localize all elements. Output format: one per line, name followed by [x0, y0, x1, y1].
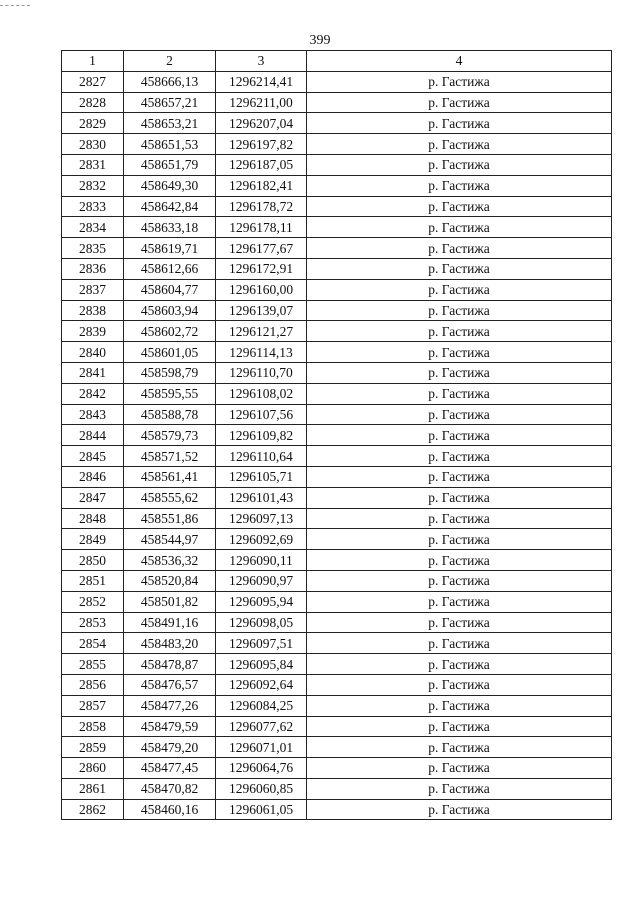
point-number-cell: 2850 [62, 550, 124, 571]
y-coordinate-cell: 1296105,71 [216, 466, 307, 487]
feature-name-cell: р. Гастижа [307, 758, 612, 779]
table-row [62, 321, 612, 342]
y-coordinate-cell: 1296160,00 [216, 279, 307, 300]
feature-name-cell: р. Гастижа [307, 633, 612, 654]
point-number-cell: 2840 [62, 342, 124, 363]
x-coordinate-cell: 458579,73 [124, 425, 216, 446]
y-coordinate-cell: 1296098,05 [216, 612, 307, 633]
x-coordinate-cell: 458571,52 [124, 446, 216, 467]
point-number-cell: 2843 [62, 404, 124, 425]
table-row [62, 674, 612, 695]
point-number-cell: 2834 [62, 217, 124, 238]
y-coordinate-cell: 1296090,11 [216, 550, 307, 571]
table-row [62, 716, 612, 737]
table-body [62, 71, 612, 820]
table-row [62, 466, 612, 487]
x-coordinate-cell: 458666,13 [124, 71, 216, 92]
y-coordinate-cell: 1296095,94 [216, 591, 307, 612]
point-number-cell: 2839 [62, 321, 124, 342]
point-number-cell: 2861 [62, 778, 124, 799]
point-number-cell: 2853 [62, 612, 124, 633]
y-coordinate-cell: 1296101,43 [216, 487, 307, 508]
table-row [62, 258, 612, 279]
scan-edge-mark [0, 0, 30, 6]
point-number-cell: 2837 [62, 279, 124, 300]
feature-name-cell: р. Гастижа [307, 217, 612, 238]
y-coordinate-cell: 1296214,41 [216, 71, 307, 92]
y-coordinate-cell: 1296178,11 [216, 217, 307, 238]
point-number-cell: 2845 [62, 446, 124, 467]
y-coordinate-cell: 1296097,51 [216, 633, 307, 654]
point-number-cell: 2833 [62, 196, 124, 217]
table-row [62, 446, 612, 467]
x-coordinate-cell: 458478,87 [124, 654, 216, 675]
point-number-cell: 2827 [62, 71, 124, 92]
table-row [62, 425, 612, 446]
x-coordinate-cell: 458536,32 [124, 550, 216, 571]
x-coordinate-cell: 458651,79 [124, 154, 216, 175]
feature-name-cell: р. Гастижа [307, 570, 612, 591]
feature-name-cell: р. Гастижа [307, 591, 612, 612]
table-row [62, 154, 612, 175]
y-coordinate-cell: 1296197,82 [216, 134, 307, 155]
table-row [62, 113, 612, 134]
table-header-row [62, 51, 612, 72]
table-row [62, 695, 612, 716]
x-coordinate-cell: 458633,18 [124, 217, 216, 238]
x-coordinate-cell: 458604,77 [124, 279, 216, 300]
y-coordinate-cell: 1296182,41 [216, 175, 307, 196]
x-coordinate-cell: 458479,20 [124, 737, 216, 758]
x-coordinate-cell: 458501,82 [124, 591, 216, 612]
feature-name-cell: р. Гастижа [307, 425, 612, 446]
y-coordinate-cell: 1296187,05 [216, 154, 307, 175]
feature-name-cell: р. Гастижа [307, 612, 612, 633]
x-coordinate-cell: 458476,57 [124, 674, 216, 695]
x-coordinate-cell: 458595,55 [124, 383, 216, 404]
x-coordinate-cell: 458619,71 [124, 238, 216, 259]
table-row [62, 196, 612, 217]
y-coordinate-cell: 1296177,67 [216, 238, 307, 259]
table-row [62, 799, 612, 820]
y-coordinate-cell: 1296108,02 [216, 383, 307, 404]
y-coordinate-cell: 1296207,04 [216, 113, 307, 134]
table-row [62, 508, 612, 529]
table-row [62, 778, 612, 799]
x-coordinate-cell: 458602,72 [124, 321, 216, 342]
point-number-cell: 2849 [62, 529, 124, 550]
y-coordinate-cell: 1296095,84 [216, 654, 307, 675]
x-coordinate-cell: 458612,66 [124, 258, 216, 279]
y-coordinate-cell: 1296139,07 [216, 300, 307, 321]
table-row [62, 612, 612, 633]
y-coordinate-cell: 1296178,72 [216, 196, 307, 217]
feature-name-cell: р. Гастижа [307, 383, 612, 404]
table-row [62, 758, 612, 779]
feature-name-cell: р. Гастижа [307, 446, 612, 467]
x-coordinate-cell: 458520,84 [124, 570, 216, 591]
x-coordinate-cell: 458483,20 [124, 633, 216, 654]
table-row [62, 383, 612, 404]
x-coordinate-cell: 458603,94 [124, 300, 216, 321]
point-number-cell: 2848 [62, 508, 124, 529]
point-number-cell: 2852 [62, 591, 124, 612]
point-number-cell: 2844 [62, 425, 124, 446]
x-coordinate-cell: 458491,16 [124, 612, 216, 633]
table-row [62, 217, 612, 238]
feature-name-cell: р. Гастижа [307, 778, 612, 799]
feature-name-cell: р. Гастижа [307, 550, 612, 571]
table-row [62, 529, 612, 550]
feature-name-cell: р. Гастижа [307, 695, 612, 716]
y-coordinate-cell: 1296077,62 [216, 716, 307, 737]
y-coordinate-cell: 1296084,25 [216, 695, 307, 716]
point-number-cell: 2858 [62, 716, 124, 737]
coordinates-table [61, 50, 612, 820]
feature-name-cell: р. Гастижа [307, 404, 612, 425]
x-coordinate-cell: 458651,53 [124, 134, 216, 155]
x-coordinate-cell: 458477,45 [124, 758, 216, 779]
y-coordinate-cell: 1296110,70 [216, 362, 307, 383]
feature-name-cell: р. Гастижа [307, 258, 612, 279]
feature-name-cell: р. Гастижа [307, 508, 612, 529]
point-number-cell: 2829 [62, 113, 124, 134]
point-number-cell: 2828 [62, 92, 124, 113]
table-row [62, 300, 612, 321]
table-row [62, 591, 612, 612]
point-number-cell: 2835 [62, 238, 124, 259]
point-number-cell: 2846 [62, 466, 124, 487]
y-coordinate-cell: 1296110,64 [216, 446, 307, 467]
x-coordinate-cell: 458477,26 [124, 695, 216, 716]
y-coordinate-cell: 1296172,91 [216, 258, 307, 279]
point-number-cell: 2857 [62, 695, 124, 716]
feature-name-cell: р. Гастижа [307, 92, 612, 113]
feature-name-cell: р. Гастижа [307, 321, 612, 342]
feature-name-cell: р. Гастижа [307, 113, 612, 134]
y-coordinate-cell: 1296109,82 [216, 425, 307, 446]
x-coordinate-cell: 458479,59 [124, 716, 216, 737]
point-number-cell: 2841 [62, 362, 124, 383]
y-coordinate-cell: 1296114,13 [216, 342, 307, 363]
x-coordinate-cell: 458561,41 [124, 466, 216, 487]
column-header-1: 1 [62, 51, 124, 72]
feature-name-cell: р. Гастижа [307, 134, 612, 155]
point-number-cell: 2856 [62, 674, 124, 695]
y-coordinate-cell: 1296064,76 [216, 758, 307, 779]
column-header-3: 3 [216, 51, 307, 72]
table-row [62, 279, 612, 300]
feature-name-cell: р. Гастижа [307, 529, 612, 550]
feature-name-cell: р. Гастижа [307, 279, 612, 300]
column-header-2: 2 [124, 51, 216, 72]
point-number-cell: 2847 [62, 487, 124, 508]
table-row [62, 404, 612, 425]
feature-name-cell: р. Гастижа [307, 154, 612, 175]
y-coordinate-cell: 1296107,56 [216, 404, 307, 425]
table-row [62, 134, 612, 155]
table-row [62, 71, 612, 92]
column-header-4: 4 [307, 51, 612, 72]
feature-name-cell: р. Гастижа [307, 362, 612, 383]
table-row [62, 362, 612, 383]
table-row [62, 342, 612, 363]
feature-name-cell: р. Гастижа [307, 716, 612, 737]
x-coordinate-cell: 458598,79 [124, 362, 216, 383]
x-coordinate-cell: 458649,30 [124, 175, 216, 196]
x-coordinate-cell: 458470,82 [124, 778, 216, 799]
feature-name-cell: р. Гастижа [307, 175, 612, 196]
feature-name-cell: р. Гастижа [307, 238, 612, 259]
point-number-cell: 2830 [62, 134, 124, 155]
table-row [62, 633, 612, 654]
y-coordinate-cell: 1296061,05 [216, 799, 307, 820]
feature-name-cell: р. Гастижа [307, 196, 612, 217]
feature-name-cell: р. Гастижа [307, 737, 612, 758]
feature-name-cell: р. Гастижа [307, 466, 612, 487]
point-number-cell: 2838 [62, 300, 124, 321]
x-coordinate-cell: 458601,05 [124, 342, 216, 363]
point-number-cell: 2832 [62, 175, 124, 196]
point-number-cell: 2859 [62, 737, 124, 758]
x-coordinate-cell: 458460,16 [124, 799, 216, 820]
y-coordinate-cell: 1296092,64 [216, 674, 307, 695]
x-coordinate-cell: 458657,21 [124, 92, 216, 113]
table-row [62, 92, 612, 113]
feature-name-cell: р. Гастижа [307, 654, 612, 675]
feature-name-cell: р. Гастижа [307, 674, 612, 695]
point-number-cell: 2851 [62, 570, 124, 591]
page-number: 399 [309, 33, 331, 48]
y-coordinate-cell: 1296211,00 [216, 92, 307, 113]
y-coordinate-cell: 1296060,85 [216, 778, 307, 799]
y-coordinate-cell: 1296071,01 [216, 737, 307, 758]
x-coordinate-cell: 458642,84 [124, 196, 216, 217]
feature-name-cell: р. Гастижа [307, 799, 612, 820]
x-coordinate-cell: 458653,21 [124, 113, 216, 134]
point-number-cell: 2862 [62, 799, 124, 820]
x-coordinate-cell: 458544,97 [124, 529, 216, 550]
point-number-cell: 2842 [62, 383, 124, 404]
table-row [62, 238, 612, 259]
table-row [62, 570, 612, 591]
point-number-cell: 2831 [62, 154, 124, 175]
table-row [62, 737, 612, 758]
x-coordinate-cell: 458551,86 [124, 508, 216, 529]
feature-name-cell: р. Гастижа [307, 487, 612, 508]
table-row [62, 654, 612, 675]
x-coordinate-cell: 458588,78 [124, 404, 216, 425]
feature-name-cell: р. Гастижа [307, 300, 612, 321]
y-coordinate-cell: 1296092,69 [216, 529, 307, 550]
point-number-cell: 2860 [62, 758, 124, 779]
feature-name-cell: р. Гастижа [307, 342, 612, 363]
feature-name-cell: р. Гастижа [307, 71, 612, 92]
table-row [62, 487, 612, 508]
y-coordinate-cell: 1296090,97 [216, 570, 307, 591]
x-coordinate-cell: 458555,62 [124, 487, 216, 508]
point-number-cell: 2855 [62, 654, 124, 675]
y-coordinate-cell: 1296121,27 [216, 321, 307, 342]
point-number-cell: 2854 [62, 633, 124, 654]
point-number-cell: 2836 [62, 258, 124, 279]
table-row [62, 175, 612, 196]
table-row [62, 550, 612, 571]
y-coordinate-cell: 1296097,13 [216, 508, 307, 529]
